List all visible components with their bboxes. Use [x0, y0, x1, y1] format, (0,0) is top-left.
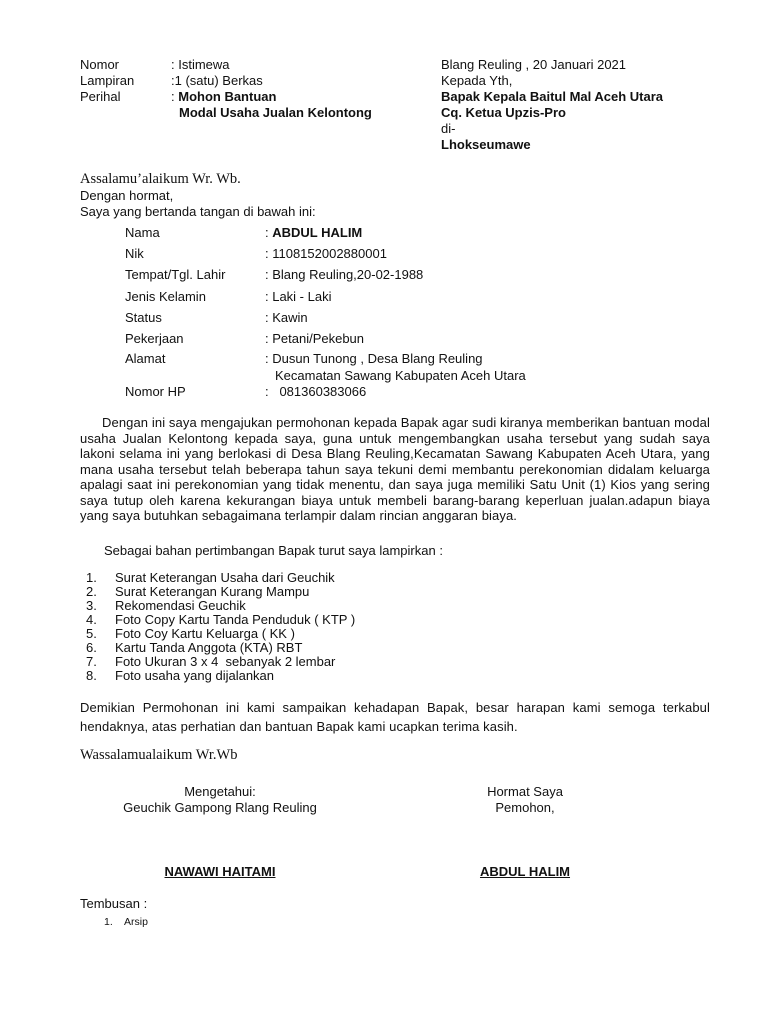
identity-label: Status [125, 310, 162, 325]
list-item: Kartu Tanda Anggota (KTA) RBT [115, 640, 303, 655]
identity-label: Alamat [125, 351, 166, 366]
sign-left-name: NAWAWI HAITAMI [164, 864, 276, 879]
list-item-number: 5. [86, 626, 97, 641]
attachment-intro: Sebagai bahan pertimbangan Bapak turut saya lampirkan : [104, 543, 443, 558]
list-item-number: 1. [86, 570, 97, 585]
identity-value-line2: Kecamatan Sawang Kabupaten Aceh Utara [275, 368, 526, 383]
identity-value: : Dusun Tunong , Desa Blang Reuling [265, 351, 483, 366]
identity-value: : 081360383066 [265, 384, 367, 399]
list-item-number: 4. [86, 612, 97, 627]
body-paragraph [80, 415, 710, 524]
recipient-line2: Cq. Ketua Upzis-Pro [441, 105, 566, 120]
tembusan-label: Tembusan : [80, 896, 148, 911]
list-item: Rekomendasi Geuchik [115, 598, 246, 613]
greeting: Assalamu’alaikum Wr. Wb. [80, 171, 241, 187]
list-item: Surat Keterangan Usaha dari Geuchik [115, 570, 335, 585]
list-item-number: 8. [86, 668, 97, 683]
lampiran-label: Lampiran [80, 73, 135, 88]
identity-value: : Blang Reuling,20-02-1988 [265, 267, 424, 282]
tembusan-item-number: 1. [104, 916, 113, 928]
identity-value: : 1108152002880001 [265, 246, 387, 261]
identity-label: Nik [125, 246, 144, 261]
recipient-line1: Bapak Kepala Baitul Mal Aceh Utara [441, 89, 664, 104]
list-item-number: 3. [86, 598, 97, 613]
sign-right-title: Hormat Saya [487, 784, 563, 799]
lampiran-value: :1 (satu) Berkas [171, 73, 263, 88]
list-item-number: 6. [86, 640, 97, 655]
list-item: Foto Coy Kartu Keluarga ( KK ) [115, 626, 295, 641]
sign-left-title: Mengetahui: [184, 784, 256, 799]
perihal-label: Perihal [80, 89, 121, 104]
list-item: Surat Keterangan Kurang Mampu [115, 584, 310, 599]
list-item: Foto Copy Kartu Tanda Penduduk ( KTP ) [115, 612, 356, 627]
sign-right-name: ABDUL HALIM [479, 864, 571, 879]
identity-value: : Kawin [265, 310, 308, 325]
identity-value: : ABDUL HALIM [265, 225, 363, 240]
closing-paragraph: Demikian Permohonan ini kami sampaikan kehadapan Bapak, besar harapan kami semoga terkabul hendaknya, atas perhatian dan bantuan Bapak kami ucapkan terima kasih. [80, 700, 710, 734]
date-place: Blang Reuling , 20 Januari 2021 [441, 57, 627, 72]
recipient-di: di- [441, 121, 456, 136]
identity-label: Pekerjaan [125, 331, 184, 346]
identity-value: : Laki - Laki [265, 289, 332, 304]
list-item: Foto Ukuran 3 x 4 sebanyak 2 lembar [115, 654, 336, 669]
body-paragraph-text: Dengan ini saya mengajukan permohonan kepada Bapak agar sudi kiranya memberikan bantuan modal usaha Jualan Kelontong kepada saya, guna untuk mengembangkan usaha tersebut yang sudah saya lakoni selama ini yang berlokasi di Desa Blang Reuling,Kecamatan Sawang Kabupaten Aceh Utara, yang mana usaha tersebut telah beberapa tahun saya tekuni demi membantu perekonomian didalam keluarga apalagi saat ini perekonomian yang tidak menentu, dan saya juga memiliki Satu Unit (1) Kios yang sering saya tutup oleh karena kekurangan biaya untuk membeli barang-barang keperluan jualan.adapun biaya yang saya butuhkan sebagaimana terlampir dalam rincian anggaran biaya. [80, 415, 710, 523]
recipient-city: Lhokseumawe [441, 137, 531, 152]
identity-value: : Petani/Pekebun [265, 331, 365, 346]
identity-label: Nomor HP [125, 384, 186, 399]
nomor-value: : Istimewa [171, 57, 230, 72]
tembusan-item: Arsip [124, 916, 148, 928]
identity-label: Jenis Kelamin [125, 289, 206, 304]
intro-line: Saya yang bertanda tangan di bawah ini: [80, 204, 316, 219]
farewell: Wassalamualaikum Wr.Wb [80, 747, 238, 763]
perihal-line1: Mohon Bantuan [178, 89, 277, 104]
kepada: Kepada Yth, [441, 73, 513, 88]
identity-label: Nama [125, 225, 160, 240]
perihal-line2: Modal Usaha Jualan Kelontong [179, 105, 372, 120]
opening: Dengan hormat, [80, 188, 174, 203]
applicant-name: ABDUL HALIM [272, 225, 363, 240]
perihal-prefix: : [171, 89, 179, 104]
list-item-number: 7. [86, 654, 97, 669]
identity-label: Tempat/Tgl. Lahir [125, 267, 226, 282]
sign-right-role: Pemohon, [495, 800, 555, 815]
nomor-label: Nomor [80, 57, 120, 72]
list-item: Foto usaha yang dijalankan [115, 668, 275, 683]
list-item-number: 2. [86, 584, 97, 599]
sign-left-role: Geuchik Gampong Rlang Reuling [123, 800, 317, 815]
perihal-value [171, 89, 276, 105]
